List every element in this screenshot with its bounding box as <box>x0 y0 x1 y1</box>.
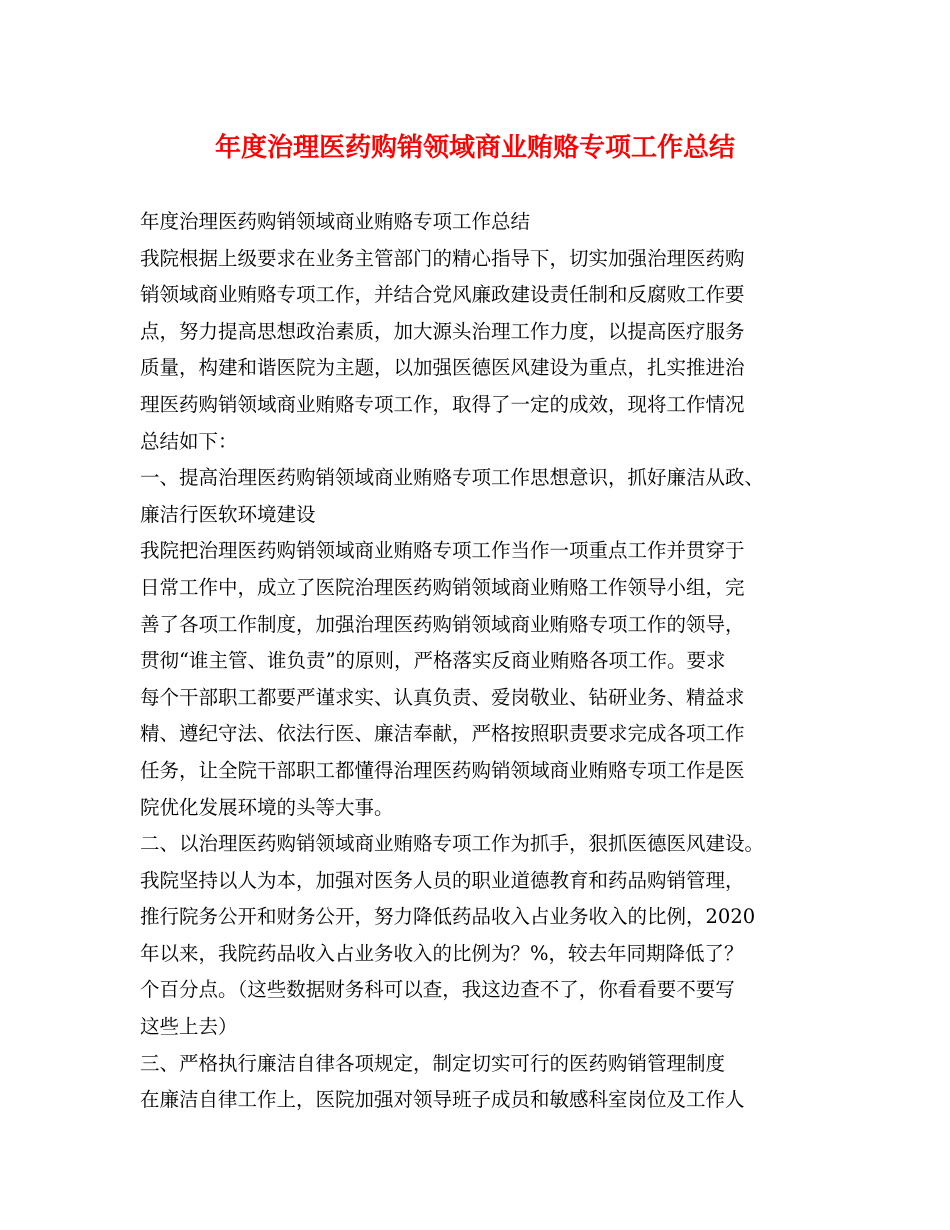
body-line: 个百分点。（这些数据财务科可以查，我这边查不了，你看看要不要写 <box>140 978 735 1002</box>
document-title: 年度治理医药购销领域商业贿赂专项工作总结 <box>214 133 735 163</box>
body-line: 我院把治理医药购销领域商业贿赂专项工作当作一项重点工作并贯穿于 <box>140 539 745 563</box>
body-line: 任务，让全院干部职工都懂得治理医药购销领域商业贿赂专项工作是医 <box>140 758 745 782</box>
body-line: 年以来，我院药品收入占业务收入的比例为？%，较去年同期降低了？ <box>140 941 744 965</box>
body-line: 质量，构建和谐医院为主题，以加强医德医风建设为重点，扎实推进治 <box>140 356 745 380</box>
body-line: 贯彻“谁主管、谁负责”的原则，严格落实反商业贿赂各项工作。要求 <box>140 649 726 673</box>
section-heading: 三、严格执行廉洁自律各项规定，制定切实可行的医药购销管理制度 <box>140 1051 726 1075</box>
section-heading: 一、提高治理医药购销领域商业贿赂专项工作思想意识，抓好廉洁从政、 <box>140 466 765 490</box>
body-line: 每个干部职工都要严谨求实、认真负责、爱岗敬业、钻研业务、精益求 <box>140 685 745 709</box>
body-line: 在廉洁自律工作上，医院加强对领导班子成员和敏感科室岗位及工作人 <box>140 1088 745 1112</box>
section-heading: 廉洁行医软环境建设 <box>140 502 316 526</box>
body-line: 我院根据上级要求在业务主管部门的精心指导下，切实加强治理医药购 <box>140 246 745 270</box>
body-line: 年度治理医药购销领域商业贿赂专项工作总结 <box>140 210 531 233</box>
body-line: 销领域商业贿赂专项工作，并结合党风廉政建设责任制和反腐败工作要 <box>140 283 745 307</box>
body-line: 院优化发展环境的头等大事。 <box>140 795 394 819</box>
body-line: 善了各项工作制度，加强治理医药购销领域商业贿赂专项工作的领导， <box>140 612 745 636</box>
body-line: 我院坚持以人为本，加强对医务人员的职业道德教育和药品购销管理， <box>140 868 745 892</box>
section-heading: 二、以治理医药购销领域商业贿赂专项工作为抓手，狠抓医德医风建设。 <box>140 832 765 856</box>
body-line: 总结如下： <box>140 429 238 453</box>
document-body <box>140 204 840 1119</box>
body-line: 点，努力提高思想政治素质，加大源头治理工作力度，以提高医疗服务 <box>140 319 745 343</box>
body-line: 这些上去） <box>140 1015 238 1039</box>
body-line: 日常工作中，成立了医院治理医药购销领域商业贿赂工作领导小组，完 <box>140 575 745 599</box>
body-line: 理医药购销领域商业贿赂专项工作，取得了一定的成效，现将工作情况 <box>140 392 745 416</box>
body-line: 推行院务公开和财务公开，努力降低药品收入占业务收入的比例，2020 <box>140 905 756 929</box>
body-line: 精、遵纪守法、依法行医、廉洁奉献，严格按照职责要求完成各项工作 <box>140 722 745 746</box>
